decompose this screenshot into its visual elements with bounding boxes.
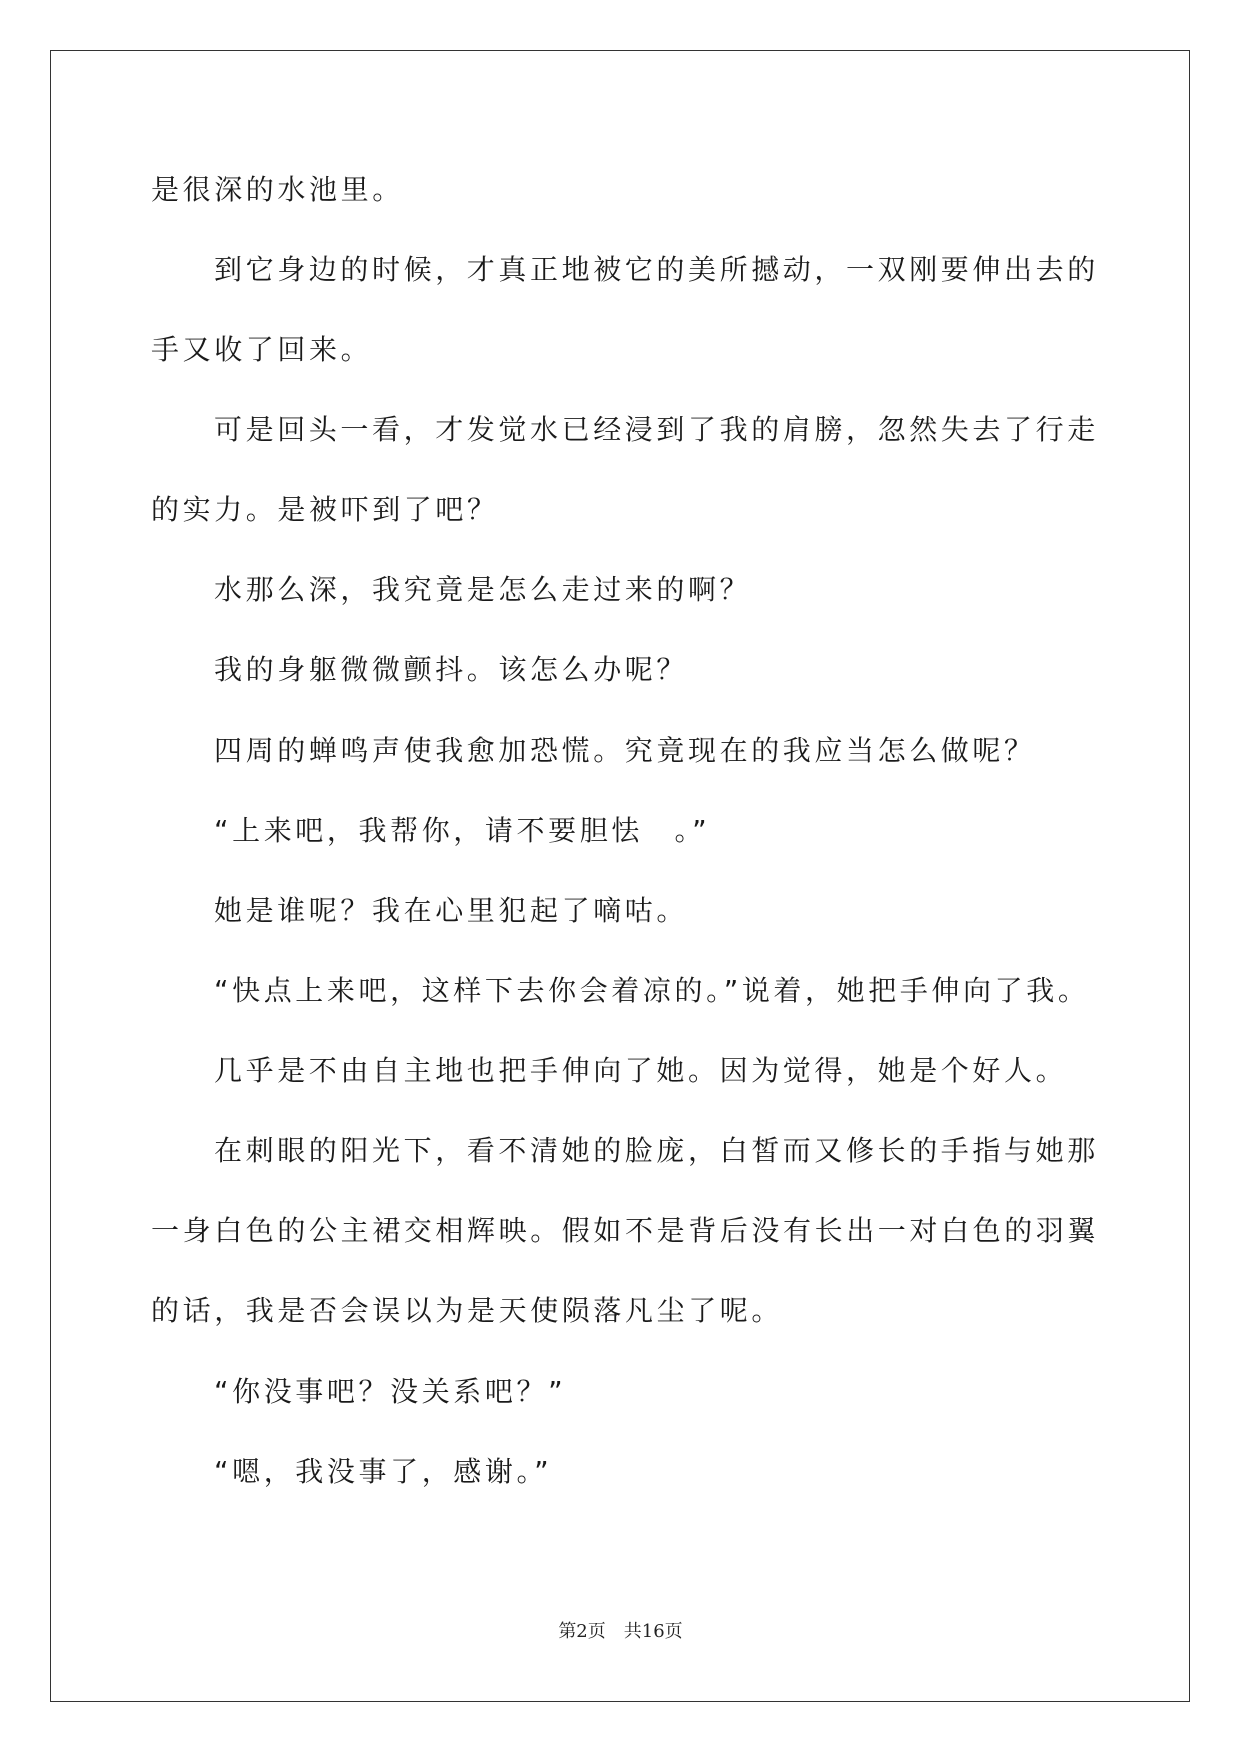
text-line: “你没事吧？没关系吧？” <box>214 1375 567 1408</box>
page-number: 第2页 共16页 <box>558 1621 683 1642</box>
text-line: 的实力。是被吓到了吧？ <box>151 493 499 526</box>
text-line: 几乎是不由自主地也把手伸向了她。因为觉得，她是个好人。 <box>214 1054 1068 1087</box>
text-line: 手又收了回来。 <box>151 333 373 366</box>
text-line: “快点上来吧，这样下去你会着凉的。”说着，她把手伸向了我。 <box>214 974 1090 1007</box>
text-line: 的话，我是否会误以为是天使陨落凡尘了呢。 <box>151 1294 784 1327</box>
text-line: 她是谁呢？我在心里犯起了嘀咕。 <box>214 894 689 927</box>
text-line: 水那么深，我究竟是怎么走过来的啊？ <box>214 573 752 606</box>
text-line: 是很深的水池里。 <box>151 173 404 206</box>
text-line: 四周的蝉鸣声使我愈加恐慌。究竟现在的我应当怎么做呢？ <box>214 734 1036 767</box>
text-line: 可是回头一看，才发觉水已经浸到了我的肩膀，忽然失去了行走 <box>214 413 1099 446</box>
text-line: 我的身躯微微颤抖。该怎么办呢？ <box>214 653 689 686</box>
text-line: “嗯，我没事了，感谢。” <box>214 1455 553 1488</box>
text-line: 在刺眼的阳光下，看不清她的脸庞，白皙而又修长的手指与她那 <box>214 1134 1099 1167</box>
text-line: 一身白色的公主裙交相辉映。假如不是背后没有长出一对白色的羽翼 <box>151 1214 1100 1247</box>
text-line: “上来吧，我帮你，请不要胆怯 。” <box>214 814 711 847</box>
text-line: 到它身边的时候，才真正地被它的美所撼动，一双刚要伸出去的 <box>214 253 1099 286</box>
